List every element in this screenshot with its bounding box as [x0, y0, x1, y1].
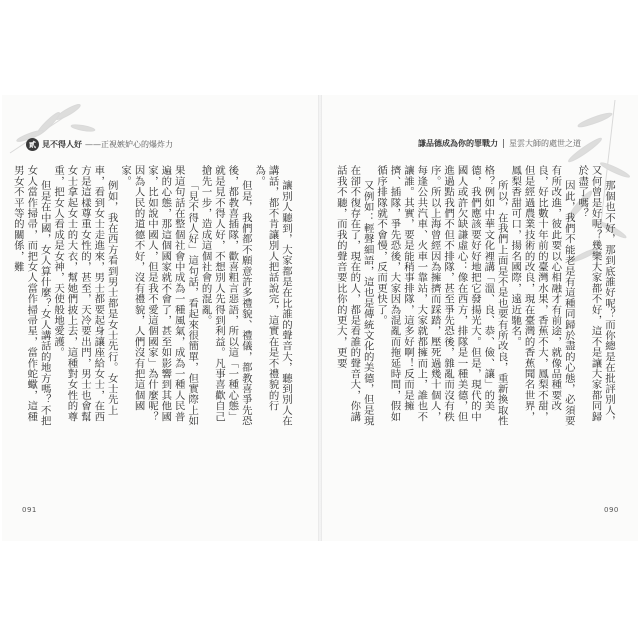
paragraph: 因此，我們不能老是有這種同歸於盡的心態，必須要有所改進，彼此要以心相融才有前途，就像品種要改良，好比數十年前的臺灣水果，香蕉不大，鳳梨不甜，但是經過農業技術的改良，現在臺灣的香蕉聞名世界，鳳梨香甜可口，揚名國際，遠近馳名。 — [509, 165, 575, 426]
book-spine — [318, 95, 322, 541]
paragraph: 例如，我在西方看到男士都是女士先行。女士先上車，看到女士走進來，男士都要起身讓座給女士，在西方是這樣尊重女性的，甚至，天冷要出門，男士也會幫女士拿起女士的大衣，幫她們披上去，這種對女性的尊重，把女人看成是女神，天使般地愛護。 — [52, 165, 118, 422]
chapter-badge: 貳 — [26, 138, 39, 151]
paragraph: 「見不得人好」這句話，看起來很簡單，但實際上如果這句話在整個社會中成為一種風氣，成為一種人民普遍的心態，那這個國家就不會了，甚至如影響到其他國家，比如說中國人，但是我不愛這個國家」為什麼呢？因為人民的道德不好，沒有禮貌，人們沒有把這個國家。 — [119, 165, 199, 426]
running-subtitle: 星雲大師的處世之道 — [509, 139, 581, 148]
running-header — [418, 138, 581, 149]
chapter-header — [26, 138, 173, 151]
page-number-left: 091 — [22, 506, 37, 514]
paragraph: 但是在中國，女人算什麼？女人講話的地方嗎？不把女人當作掃帚，而把女人當作掃帚星，當作蛇蠍，這種男女不平等的關係，難 — [11, 165, 51, 426]
right-page-text — [334, 165, 615, 427]
paragraph: 讓別人聽到，大家都是在比誰的聲音大，聽到別人在講話，都不肯讓別人把話說完，這實在是不禮貌的行為。 — [253, 165, 292, 426]
left-page-text — [11, 165, 292, 427]
paragraph: 又例如：輕聲細語，這也是傳統文化的美德，但是現在卻不復存在了，現在的人，都是看誰的聲音大，你講話我不聽，而我的聲音要比你的更大，更要 — [334, 165, 374, 426]
paragraph: 所以，在我們上面是不是也要有所改良，重新換取性格？例如中華文化裡講「溫、良、恭、儉、讓」的美德，我們應該要好好地把它發揚光大。但是，現代的中國人或許欠缺謙虛心：像在西方，排隊是一種美德，但進過點我們不但不排隊，甚至爭先恐後，雜亂而沒有秩序。所以上海曾經因為擁擠而踩踏，壓死過幾十個人，每逢公共汽車、火車一靠站，大家就都擁而上，誰也不讓誰。其實，要是能稍事排隊，這多好啊！反而是擁擠、插隊，爭先恐後，大家因為混亂而拖延時間，假如循序排隊就不會慢，反而更快了。 — [375, 165, 508, 426]
paragraph: 但是，我們都不願意許多禮貌、禮儀，都教喜爭先恐後，都教喜插隊，歡喜粗言惡語，所以這「一種心態」就是見不得人好，不想別人先得到利益。凡事喜歡自己搶先一步，造成這個社會的混亂。 — [199, 165, 252, 426]
chapter-subtitle: ——正視嫉妒心的爆炸力 — [85, 140, 173, 149]
chapter-title: 見不得人好 — [42, 139, 82, 149]
page-number-right: 090 — [604, 506, 619, 514]
header-divider — [503, 139, 504, 148]
running-title: 謙品德成為你的罪戰力 — [418, 138, 498, 148]
paragraph: 那個也不好，那到底誰好呢？而你總是在批評別人，又何曾是好呢？幾樂大家都不好，這不是讓大家都同歸於盡了嗎？ — [576, 165, 615, 426]
